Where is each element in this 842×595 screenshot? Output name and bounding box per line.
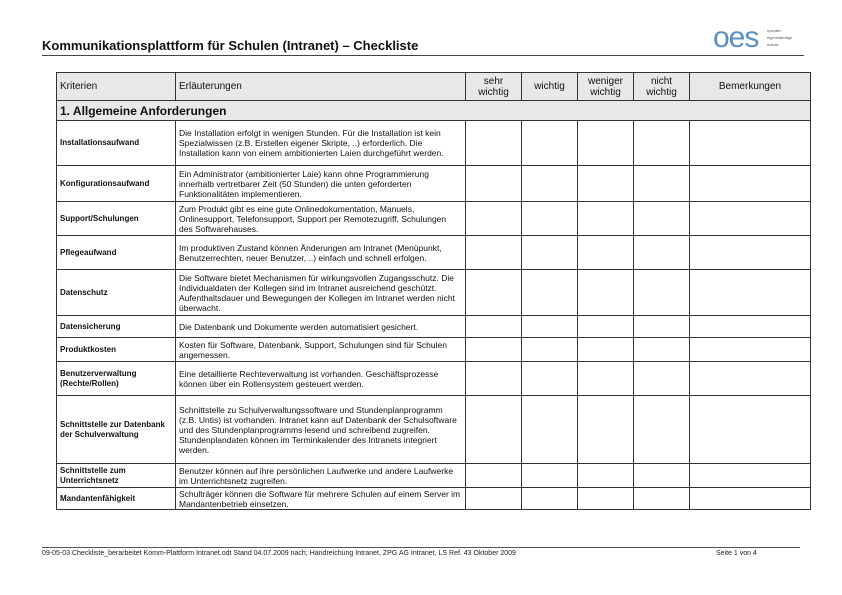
rating-very-important-cell[interactable]: [466, 338, 522, 362]
criterion-cell: Konfigurationsaufwand: [57, 166, 176, 202]
col-explanations: Erläuterungen: [176, 73, 466, 101]
table-row: [57, 316, 811, 338]
rating-important-cell[interactable]: [522, 338, 578, 362]
rating-less-important-cell[interactable]: [578, 202, 634, 236]
explanation-cell: Die Software bietet Mechanismen für wirkungsvollen Zugangsschutz. Die Individualdaten der Kollegen sind im Intranet ausreichend geschützt. Aufenthaltsdauer und Bewegungen der Kollegen im Intranet werden nicht überwacht.: [176, 270, 466, 316]
col-not-important: nicht wichtig: [634, 73, 690, 101]
criterion-cell: Datensicherung: [57, 316, 176, 338]
rating-not-important-cell[interactable]: [634, 121, 690, 166]
remarks-cell[interactable]: [690, 362, 811, 396]
logo-word: oes: [713, 21, 759, 54]
rating-important-cell[interactable]: [522, 166, 578, 202]
table-row: [57, 396, 811, 464]
rating-not-important-cell[interactable]: [634, 316, 690, 338]
remarks-cell[interactable]: [690, 166, 811, 202]
logo-tagline-1: operativ: [767, 28, 782, 33]
table-row: [57, 270, 811, 316]
rating-not-important-cell[interactable]: [634, 166, 690, 202]
remarks-cell[interactable]: [690, 488, 811, 510]
rating-not-important-cell[interactable]: [634, 202, 690, 236]
rating-very-important-cell[interactable]: [466, 396, 522, 464]
table-row: [57, 488, 811, 510]
rating-important-cell[interactable]: [522, 488, 578, 510]
criterion-cell: Schnittstelle zum Unterrichtsnetz: [57, 464, 176, 488]
criterion-cell: Support/Schulungen: [57, 202, 176, 236]
logo-tagline-2: eigenständige: [767, 35, 792, 40]
checklist-table: [56, 72, 811, 510]
rating-not-important-cell[interactable]: [634, 396, 690, 464]
table-row: [57, 166, 811, 202]
rating-less-important-cell[interactable]: [578, 121, 634, 166]
section-title: 1. Allgemeine Anforderungen: [57, 101, 811, 121]
footer-divider: [42, 547, 800, 548]
rating-not-important-cell[interactable]: [634, 464, 690, 488]
page-title: Kommunikationsplattform für Schulen (Intranet) – Checkliste: [42, 38, 419, 53]
remarks-cell[interactable]: [690, 338, 811, 362]
criterion-cell: Benutzerverwaltung (Rechte/Rollen): [57, 362, 176, 396]
explanation-cell: Die Installation erfolgt in wenigen Stunden. Für die Installation ist kein Spezialwissen (z.B. Erstellen eigener Skripte, ..) erforderlich. Die Installation kann von einem ambitionierten Laien durchgeführt werden.: [176, 121, 466, 166]
explanation-cell: Die Datenbank und Dokumente werden automatisiert gesichert.: [176, 316, 466, 338]
rating-very-important-cell[interactable]: [466, 270, 522, 316]
rating-less-important-cell[interactable]: [578, 396, 634, 464]
table-row: [57, 338, 811, 362]
rating-very-important-cell[interactable]: [466, 464, 522, 488]
remarks-cell[interactable]: [690, 316, 811, 338]
criterion-cell: Mandantenfähigkeit: [57, 488, 176, 510]
remarks-cell[interactable]: [690, 270, 811, 316]
logo-tagline-3: schule: [767, 42, 779, 47]
criterion-cell: Produktkosten: [57, 338, 176, 362]
rating-very-important-cell[interactable]: [466, 316, 522, 338]
rating-important-cell[interactable]: [522, 396, 578, 464]
rating-less-important-cell[interactable]: [578, 362, 634, 396]
remarks-cell[interactable]: [690, 202, 811, 236]
page-number: Seite 1 von 4: [716, 550, 757, 557]
explanation-cell: Zum Produkt gibt es eine gute Onlinedokumentation, Manuels, Onlinesupport, Telefonsupport, Support per Remotezugriff, Schulungen des Softwarehauses.: [176, 202, 466, 236]
table-row: [57, 236, 811, 270]
rating-less-important-cell[interactable]: [578, 166, 634, 202]
explanation-cell: Benutzer können auf ihre persönlichen Laufwerke und andere Laufwerke im Unterrichtsnetz zugreifen.: [176, 464, 466, 488]
table-row: [57, 362, 811, 396]
rating-very-important-cell[interactable]: [466, 202, 522, 236]
table-header-row: [57, 73, 811, 101]
footer-text: 09-05-03 Checkliste_berarbeitet Komm-Plattform Intranet.odt Stand 04.07.2009 nach; Handreichung Intranet, ZPG AG Intranet, LS Ref. 43 Oktober 2009: [42, 550, 516, 557]
rating-important-cell[interactable]: [522, 362, 578, 396]
rating-not-important-cell[interactable]: [634, 362, 690, 396]
rating-not-important-cell[interactable]: [634, 270, 690, 316]
rating-important-cell[interactable]: [522, 121, 578, 166]
rating-very-important-cell[interactable]: [466, 121, 522, 166]
rating-less-important-cell[interactable]: [578, 488, 634, 510]
criterion-cell: Schnittstelle zur Datenbank der Schulverwaltung: [57, 396, 176, 464]
table-row: [57, 121, 811, 166]
explanation-cell: Schulträger können die Software für mehrere Schulen auf einem Server im Mandantenbetrieb einsetzen.: [176, 488, 466, 510]
col-remarks: Bemerkungen: [690, 73, 811, 101]
table-row: [57, 464, 811, 488]
rating-less-important-cell[interactable]: [578, 316, 634, 338]
explanation-cell: Schnittstelle zu Schulverwaltungssoftware und Stundenplanprogramm (z.B. Untis) ist vorhanden. Intranet kann auf Datenbank der Schulsoftware und des Stundenplanprogramms lesend und schreibend zugreifen. Stundenplandaten können im Terminkalender des Intranets integriert werden.: [176, 396, 466, 464]
remarks-cell[interactable]: [690, 236, 811, 270]
rating-important-cell[interactable]: [522, 202, 578, 236]
header-divider: [42, 55, 804, 56]
rating-not-important-cell[interactable]: [634, 338, 690, 362]
remarks-cell[interactable]: [690, 464, 811, 488]
section-row: [57, 101, 811, 121]
rating-important-cell[interactable]: [522, 270, 578, 316]
col-important: wichtig: [522, 73, 578, 101]
col-criteria: Kriterien: [57, 73, 176, 101]
col-less-important: weniger wichtig: [578, 73, 634, 101]
rating-not-important-cell[interactable]: [634, 488, 690, 510]
explanation-cell: Kosten für Software, Datenbank, Support, Schulungen sind für Schulen angemessen.: [176, 338, 466, 362]
rating-very-important-cell[interactable]: [466, 362, 522, 396]
col-very-important: sehr wichtig: [466, 73, 522, 101]
rating-very-important-cell[interactable]: [466, 166, 522, 202]
table-row: [57, 202, 811, 236]
rating-less-important-cell[interactable]: [578, 270, 634, 316]
remarks-cell[interactable]: [690, 396, 811, 464]
explanation-cell: Ein Administrator (ambitionierter Laie) kann ohne Programmierung innerhalb vertretbarer Zeit (50 Stunden) die unten geforderten Funktionalitäten implementieren.: [176, 166, 466, 202]
criterion-cell: Datenschutz: [57, 270, 176, 316]
explanation-cell: Eine detaillierte Rechteverwaltung ist vorhanden. Geschäftsprozesse können über ein Rollensystem gesteuert werden.: [176, 362, 466, 396]
rating-very-important-cell[interactable]: [466, 236, 522, 270]
rating-important-cell[interactable]: [522, 464, 578, 488]
explanation-cell: Im produktiven Zustand können Änderungen am Intranet (Menüpunkt, Benutzerrechten, neuer Benutzer, ..) einfach und schnell erfolgen.: [176, 236, 466, 270]
rating-less-important-cell[interactable]: [578, 338, 634, 362]
criterion-cell: Installationsaufwand: [57, 121, 176, 166]
rating-very-important-cell[interactable]: [466, 488, 522, 510]
oes-logo: [713, 21, 803, 54]
rating-important-cell[interactable]: [522, 236, 578, 270]
rating-less-important-cell[interactable]: [578, 236, 634, 270]
rating-important-cell[interactable]: [522, 316, 578, 338]
remarks-cell[interactable]: [690, 121, 811, 166]
criterion-cell: Pflegeaufwand: [57, 236, 176, 270]
rating-not-important-cell[interactable]: [634, 236, 690, 270]
rating-less-important-cell[interactable]: [578, 464, 634, 488]
